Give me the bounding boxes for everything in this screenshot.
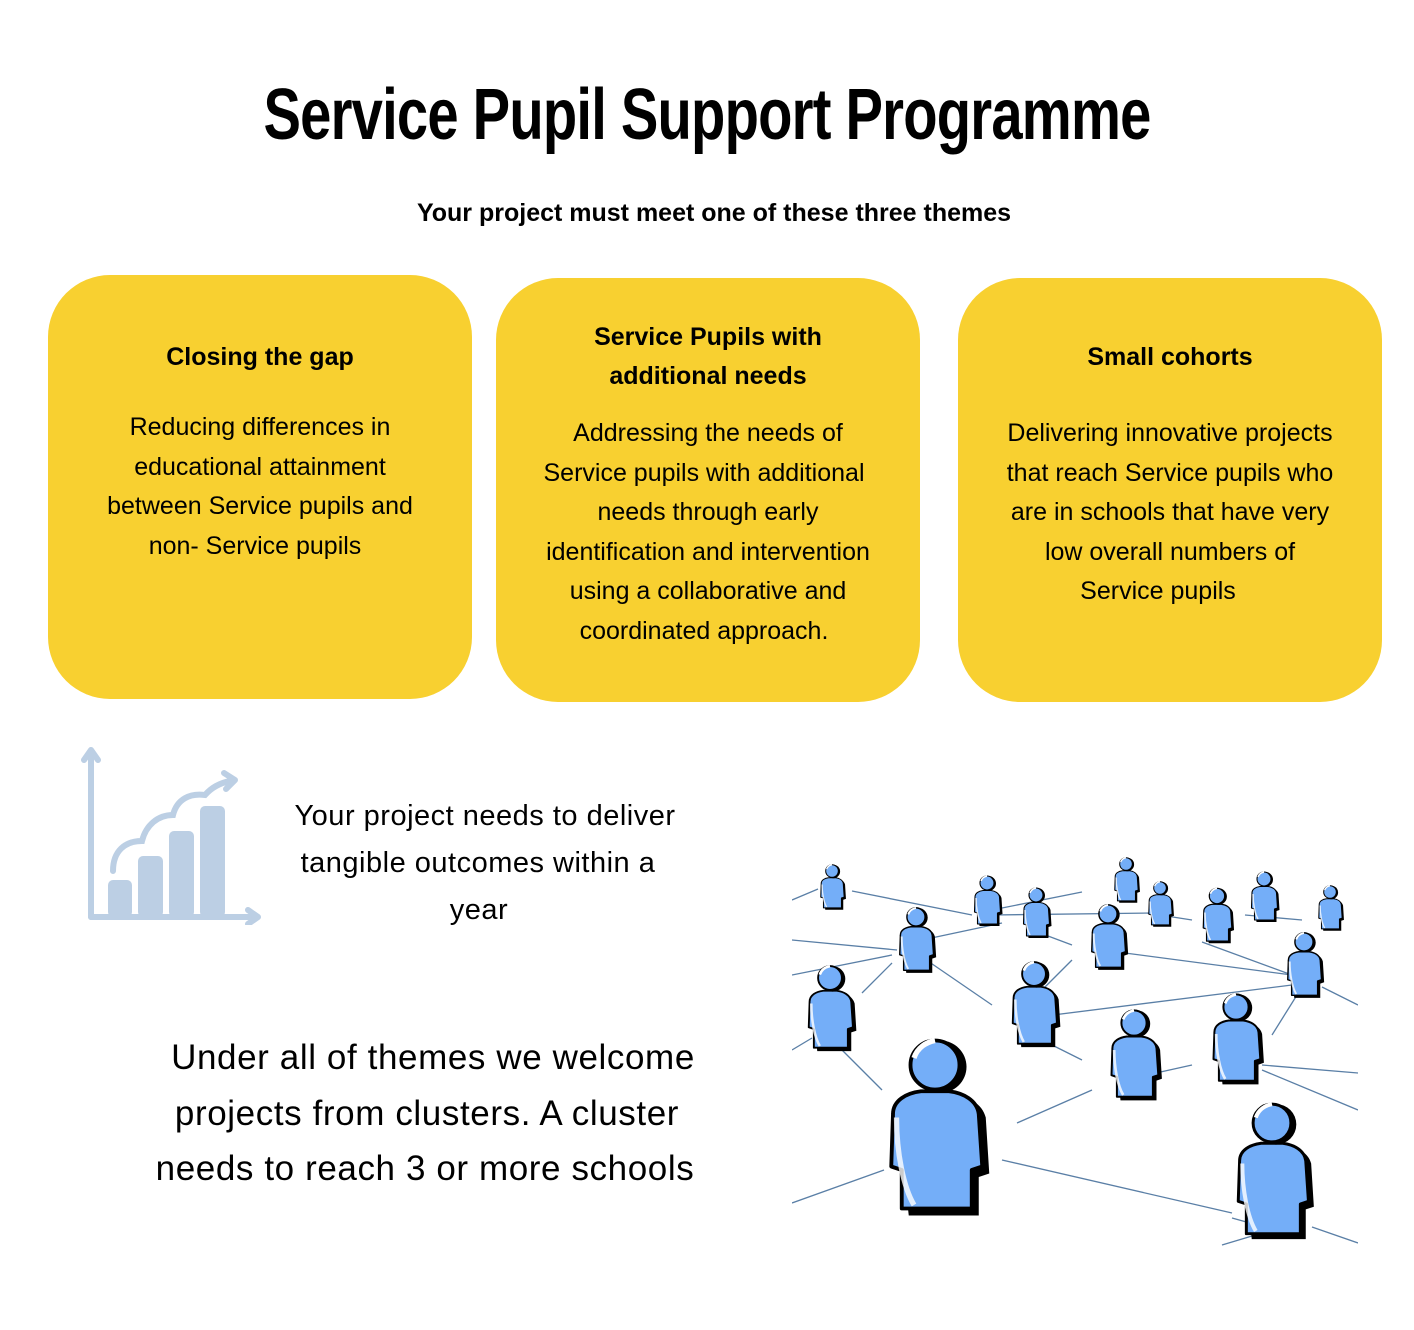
theme-description-line: Service pupils with additional (543, 458, 865, 487)
page-title: Service Pupil Support Programme (263, 75, 1151, 155)
theme-title: Closing the gap (166, 343, 354, 371)
theme-title (496, 318, 920, 396)
theme-title-line: Service Pupils with (594, 323, 822, 351)
theme-description-line: coordinated approach. (579, 616, 829, 645)
theme-description-line: Addressing the needs of (573, 419, 843, 447)
theme-description-line: that reach Service pupils who (1006, 458, 1334, 487)
theme-description-line: Reducing differences in (129, 413, 391, 441)
outcome-requirement-text (265, 793, 705, 934)
theme-title-line: additional needs (609, 362, 807, 390)
theme-description (958, 414, 1382, 612)
theme-description-line: educational attainment (134, 452, 386, 481)
theme-description-line: are in schools that have very (1010, 498, 1330, 526)
theme-description-line: Service pupils (1080, 577, 1236, 605)
theme-card-additional-needs (496, 278, 920, 702)
outcome-line: Your project needs to deliver (294, 800, 676, 832)
cluster-line: needs to reach 3 or more schools (155, 1149, 695, 1188)
theme-description (496, 414, 920, 651)
cluster-line: Under all of themes we welcome (171, 1038, 695, 1077)
theme-description-line: Delivering innovative projects (1007, 419, 1333, 447)
theme-card-closing-the-gap (48, 275, 472, 699)
theme-description-line: non- Service pupils (148, 531, 362, 560)
theme-description-line: low overall numbers of (1044, 537, 1296, 566)
theme-description-line: between Service pupils and (107, 492, 413, 520)
growth-chart-icon (80, 745, 265, 925)
theme-title: Small cohorts (1087, 343, 1253, 371)
page-subtitle: Your project must meet one of these three themes (416, 199, 1012, 227)
cluster-line: projects from clusters. A cluster (174, 1093, 680, 1133)
outcome-line: year (449, 894, 509, 926)
cluster-requirement-text (128, 1030, 738, 1197)
theme-description-line: needs through early (597, 498, 819, 526)
people-network-icon (792, 845, 1358, 1250)
outcome-line: tangible outcomes within a (300, 847, 656, 879)
theme-card-small-cohorts (958, 278, 1382, 702)
theme-description-line: identification and intervention (546, 537, 870, 566)
theme-description (48, 408, 472, 566)
theme-description-line: using a collaborative and (569, 577, 847, 605)
